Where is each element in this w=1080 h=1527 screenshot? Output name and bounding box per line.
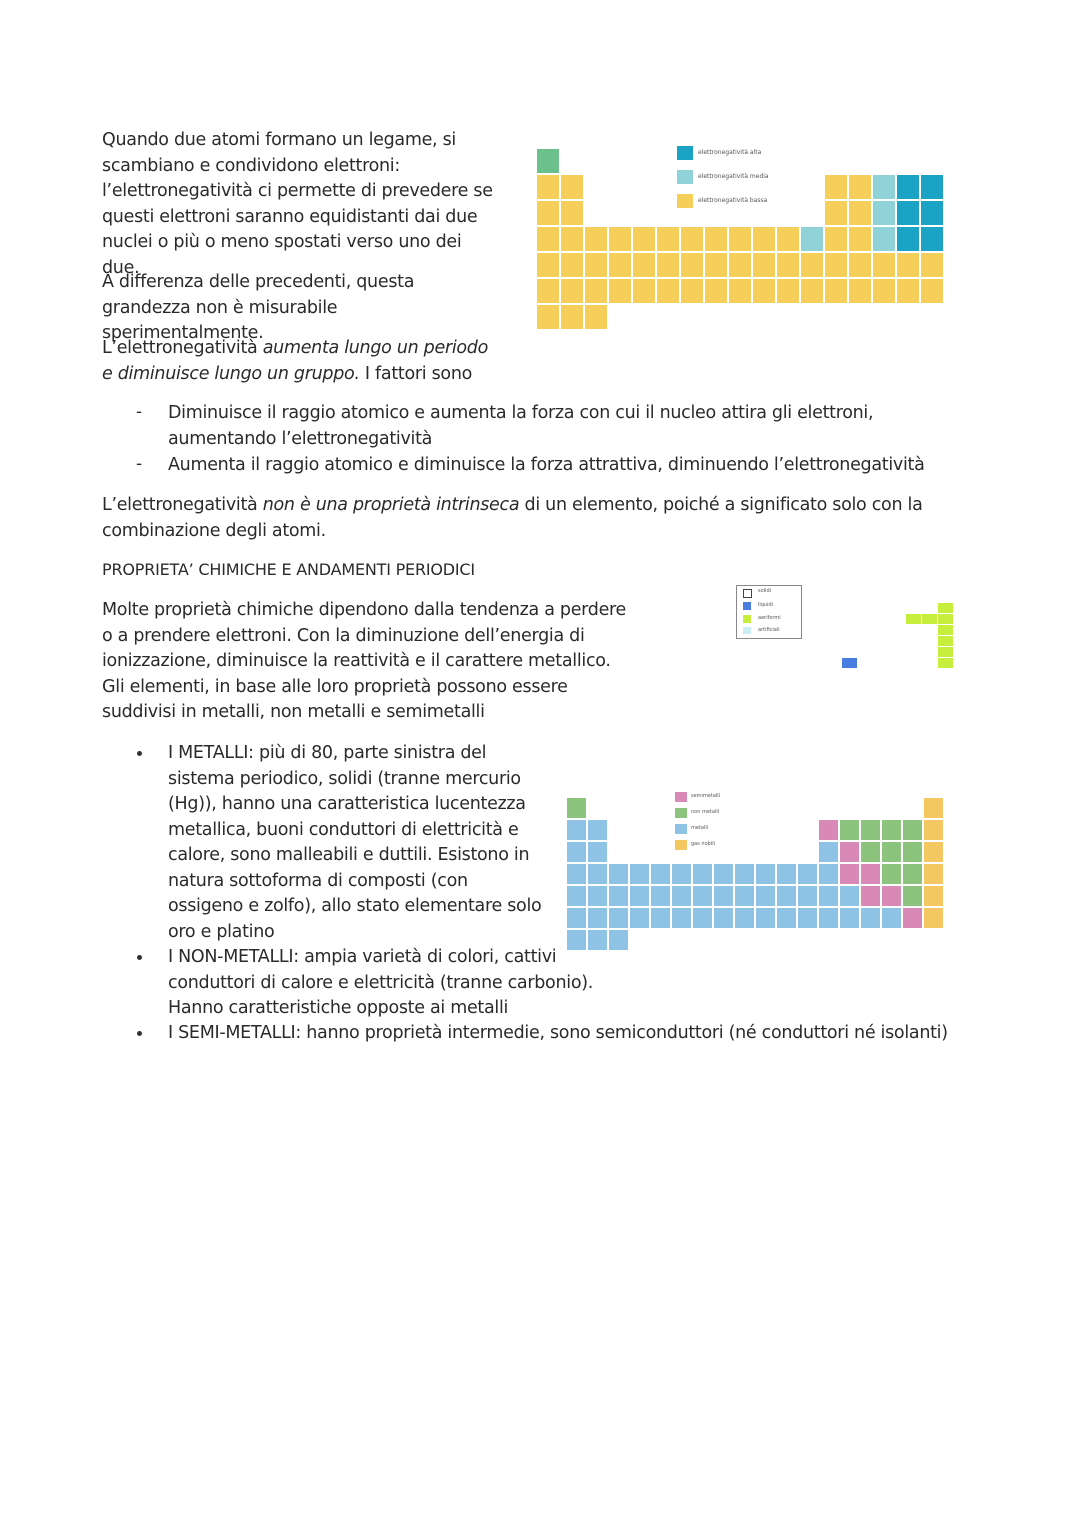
undefined-cell (810, 658, 825, 668)
undefined-cell (561, 253, 583, 277)
undefined-cell (924, 886, 943, 906)
legend-artificial-label: artificiali (758, 627, 780, 633)
undefined-cell (693, 886, 712, 906)
undefined-cell (903, 886, 922, 906)
bullet-semimetals-text: hanno proprietà intermedie, sono semiconduttori (né conduttori né isolanti) (300, 1023, 948, 1043)
undefined-cell (567, 864, 586, 884)
undefined-cell (778, 658, 793, 668)
undefined-cell (777, 253, 799, 277)
undefined-cell (858, 625, 873, 635)
undefined-cell (777, 227, 799, 251)
undefined-cell (756, 908, 775, 928)
undefined-cell (753, 253, 775, 277)
undefined-cell (651, 886, 670, 906)
undefined-cell (819, 864, 838, 884)
undefined-cell (705, 253, 727, 277)
undefined-cell (826, 636, 841, 646)
intrinsic-emphasis: non è una proprietà intrinseca (262, 495, 520, 515)
undefined-cell (753, 279, 775, 303)
legend-liquid-label: liquidi (758, 602, 774, 608)
undefined-cell (849, 253, 871, 277)
intro-paragraph-3 (102, 336, 502, 387)
undefined-cell (874, 614, 889, 624)
undefined-cell (561, 279, 583, 303)
undefined-cell (840, 842, 859, 862)
undefined-cell (735, 886, 754, 906)
undefined-cell (861, 864, 880, 884)
undefined-cell (840, 908, 859, 928)
undefined-cell (938, 658, 953, 668)
undefined-cell (906, 658, 921, 668)
undefined-cell (657, 227, 679, 251)
legend-noble-gas-swatch (675, 840, 687, 850)
undefined-cell (585, 253, 607, 277)
undefined-cell (924, 820, 943, 840)
intrinsic-end: di un elemento, poiché a significato solo con la combinazione degli atomi. (102, 495, 923, 541)
legend-low-swatch (677, 194, 693, 208)
undefined-cell (666, 603, 681, 613)
legend-liquid-swatch (743, 602, 751, 610)
undefined-cell (798, 908, 817, 928)
undefined-cell (746, 658, 761, 668)
undefined-cell (921, 175, 943, 199)
undefined-cell (698, 647, 713, 657)
legend-solid-swatch (743, 589, 752, 598)
undefined-cell (633, 253, 655, 277)
undefined-cell (609, 908, 628, 928)
undefined-cell (730, 658, 745, 668)
undefined-cell (588, 820, 607, 840)
chem-paragraph: Molte proprietà chimiche dipendono dalla tendenza a perdere o a prendere elettroni. Con la diminuzione dell’energia di ionizzazione, diminuisce la reattività e il carattere metallico. Gli elementi, in base alle loro proprietà possono essere suddivisi in metalli, non metalli e semimetalli (102, 600, 627, 722)
undefined-cell (906, 647, 921, 657)
undefined-cell (714, 908, 733, 928)
undefined-cell (588, 908, 607, 928)
undefined-cell (897, 253, 919, 277)
undefined-cell (681, 279, 703, 303)
undefined-cell (537, 149, 559, 173)
undefined-cell (938, 614, 953, 624)
legend-nonmetal-label: non metalli (691, 809, 720, 815)
bullet-metals-term: I METALLI: (168, 743, 254, 763)
section-title: PROPRIETA’ CHIMICHE E ANDAMENTI PERIODICI (102, 560, 475, 579)
undefined-cell (588, 864, 607, 884)
undefined-cell (945, 175, 967, 199)
legend-metal-label: metalli (691, 825, 709, 831)
undefined-cell (666, 614, 681, 624)
undefined-cell (842, 658, 857, 668)
intrinsic-start: L’elettronegatività (102, 495, 263, 515)
bullet-dot-1 (137, 751, 142, 756)
undefined-cell (794, 647, 809, 657)
bullet-dot-2 (137, 955, 142, 960)
undefined-cell (633, 279, 655, 303)
undefined-cell (842, 647, 857, 657)
undefined-cell (922, 636, 937, 646)
undefined-cell (666, 636, 681, 646)
undefined-cell (882, 864, 901, 884)
undefined-cell (567, 820, 586, 840)
undefined-cell (825, 227, 847, 251)
undefined-cell (651, 908, 670, 928)
undefined-cell (921, 227, 943, 251)
undefined-cell (801, 279, 823, 303)
bullet-semimetals (168, 1021, 968, 1047)
undefined-cell (874, 658, 889, 668)
undefined-cell (922, 658, 937, 668)
undefined-cell (588, 886, 607, 906)
undefined-cell (588, 842, 607, 862)
undefined-cell (922, 614, 937, 624)
undefined-cell (630, 864, 649, 884)
undefined-cell (537, 305, 559, 329)
legend-high-label: elettronegatività alta (698, 149, 762, 156)
undefined-cell (906, 614, 921, 624)
undefined-cell (666, 625, 681, 635)
undefined-cell (585, 305, 607, 329)
undefined-cell (890, 658, 905, 668)
undefined-cell (810, 647, 825, 657)
undefined-cell (657, 253, 679, 277)
undefined-cell (714, 658, 729, 668)
undefined-cell (921, 253, 943, 277)
undefined-cell (874, 636, 889, 646)
undefined-cell (819, 820, 838, 840)
undefined-cell (922, 625, 937, 635)
undefined-cell (561, 201, 583, 225)
undefined-cell (861, 820, 880, 840)
undefined-cell (682, 625, 697, 635)
undefined-cell (630, 886, 649, 906)
undefined-cell (810, 636, 825, 646)
undefined-cell (698, 636, 713, 646)
undefined-cell (858, 647, 873, 657)
undefined-cell (826, 647, 841, 657)
undefined-cell (537, 279, 559, 303)
undefined-cell (567, 886, 586, 906)
undefined-cell (890, 614, 905, 624)
undefined-cell (861, 842, 880, 862)
dash-bullet-1: - (136, 402, 143, 422)
undefined-cell (567, 930, 586, 950)
legend-semimetal-label: semimetalli (691, 793, 721, 799)
undefined-cell (735, 908, 754, 928)
undefined-cell (924, 798, 943, 818)
undefined-cell (874, 647, 889, 657)
undefined-cell (537, 175, 559, 199)
undefined-cell (801, 227, 823, 251)
undefined-cell (882, 842, 901, 862)
undefined-cell (777, 886, 796, 906)
undefined-cell (778, 647, 793, 657)
legend-nonmetal-swatch (675, 808, 687, 818)
undefined-cell (609, 253, 631, 277)
undefined-cell (906, 636, 921, 646)
undefined-cell (922, 647, 937, 657)
undefined-cell (633, 227, 655, 251)
factor-item-1: Diminuisce il raggio atomico e aumenta la forza con cui il nucleo attira gli elettroni, aumentando l’elettronegatività (168, 403, 874, 449)
undefined-cell (730, 647, 745, 657)
undefined-cell (777, 908, 796, 928)
undefined-cell (903, 842, 922, 862)
undefined-cell (945, 227, 967, 251)
legend-noble-gas-label: gas nobili (691, 841, 716, 847)
undefined-cell (714, 886, 733, 906)
undefined-cell (609, 864, 628, 884)
undefined-cell (938, 603, 953, 613)
undefined-cell (746, 647, 761, 657)
undefined-cell (609, 227, 631, 251)
undefined-cell (890, 647, 905, 657)
undefined-cell (945, 253, 967, 277)
states-table (650, 585, 965, 755)
undefined-cell (798, 864, 817, 884)
undefined-cell (849, 227, 871, 251)
undefined-cell (945, 149, 967, 173)
undefined-cell (897, 227, 919, 251)
undefined-cell (801, 253, 823, 277)
undefined-cell (756, 864, 775, 884)
undefined-cell (903, 908, 922, 928)
undefined-cell (945, 279, 967, 303)
undefined-cell (630, 908, 649, 928)
undefined-cell (861, 886, 880, 906)
undefined-cell (561, 305, 583, 329)
undefined-cell (567, 908, 586, 928)
undefined-cell (840, 820, 859, 840)
undefined-cell (842, 636, 857, 646)
intro-paragraph-2: A differenza delle precedenti, questa grandezza non è misurabile sperimentalmente. (102, 272, 415, 343)
undefined-cell (938, 647, 953, 657)
undefined-cell (819, 908, 838, 928)
undefined-cell (826, 658, 841, 668)
undefined-cell (682, 669, 697, 679)
undefined-cell (903, 820, 922, 840)
undefined-cell (609, 886, 628, 906)
legend-gas-swatch (743, 615, 751, 623)
undefined-cell (762, 647, 777, 657)
undefined-cell (609, 279, 631, 303)
undefined-cell (585, 227, 607, 251)
intro-paragraph-3-emphasis: aumenta lungo un periodo e diminuisce lungo un gruppo. (102, 338, 489, 384)
bullet-semimetals-term: I SEMI-METALLI: (168, 1023, 301, 1043)
undefined-cell (849, 175, 871, 199)
legend-artificial-swatch (743, 627, 751, 634)
undefined-cell (682, 647, 697, 657)
undefined-cell (681, 227, 703, 251)
undefined-cell (698, 658, 713, 668)
intro-paragraph-3-end: I fattori sono (359, 363, 473, 384)
undefined-cell (657, 279, 679, 303)
undefined-cell (682, 658, 697, 668)
undefined-cell (873, 253, 895, 277)
undefined-cell (858, 658, 873, 668)
legend-low-label: elettronegatività bassa (698, 197, 768, 204)
intro-paragraph-1: Quando due atomi formano un legame, si scambiano e condividono elettroni: l’elettronegatività ci permette di prevedere se questi elettroni saranno equidistanti dai due nuclei o più o meno spostati verso uno dei due. (102, 130, 493, 278)
undefined-cell (858, 614, 873, 624)
undefined-cell (897, 175, 919, 199)
legend-high-swatch (677, 146, 693, 160)
undefined-cell (924, 864, 943, 884)
undefined-cell (825, 201, 847, 225)
undefined-cell (609, 930, 628, 950)
undefined-cell (561, 227, 583, 251)
legend-solid-label: solidi (758, 588, 772, 594)
undefined-cell (682, 614, 697, 624)
undefined-cell (945, 201, 967, 225)
undefined-cell (777, 864, 796, 884)
metals-table (565, 790, 955, 980)
undefined-cell (537, 253, 559, 277)
legend-medium-label: elettronegatività media (698, 173, 769, 180)
undefined-cell (897, 279, 919, 303)
undefined-cell (890, 625, 905, 635)
undefined-cell (938, 625, 953, 635)
legend-metal-swatch (675, 824, 687, 834)
undefined-cell (819, 886, 838, 906)
undefined-cell (840, 886, 859, 906)
undefined-cell (874, 625, 889, 635)
undefined-cell (666, 658, 681, 668)
undefined-cell (567, 842, 586, 862)
undefined-cell (825, 253, 847, 277)
undefined-cell (729, 253, 751, 277)
undefined-cell (561, 175, 583, 199)
undefined-cell (777, 279, 799, 303)
undefined-cell (567, 798, 586, 818)
undefined-cell (693, 908, 712, 928)
undefined-cell (666, 647, 681, 657)
undefined-cell (729, 227, 751, 251)
undefined-cell (890, 636, 905, 646)
undefined-cell (585, 279, 607, 303)
undefined-cell (849, 279, 871, 303)
undefined-cell (714, 864, 733, 884)
undefined-cell (798, 886, 817, 906)
undefined-cell (882, 820, 901, 840)
undefined-cell (672, 886, 691, 906)
dash-bullet-2: - (136, 454, 143, 474)
undefined-cell (873, 201, 895, 225)
undefined-cell (729, 279, 751, 303)
undefined-cell (756, 886, 775, 906)
undefined-cell (672, 864, 691, 884)
undefined-cell (714, 636, 729, 646)
undefined-cell (537, 201, 559, 225)
undefined-cell (819, 842, 838, 862)
undefined-cell (698, 669, 713, 679)
undefined-cell (873, 175, 895, 199)
undefined-cell (681, 253, 703, 277)
undefined-cell (794, 658, 809, 668)
legend-semimetal-swatch (675, 792, 687, 802)
electronegativity-table (515, 135, 1000, 360)
undefined-cell (588, 930, 607, 950)
bullet-metals-text: più di 80, parte sinistra del sistema periodico, solidi (tranne mercurio (Hg)), hanno una caratteristica lucentezza metallica, buoni conduttori di elettricità e calore, sono malleabili e duttili. Esistono in natura sottoforma di composti (con ossigeno e zolfo), allo stato elementare solo oro e platino (168, 743, 542, 942)
undefined-cell (682, 636, 697, 646)
undefined-cell (537, 227, 559, 251)
undefined-cell (938, 636, 953, 646)
undefined-cell (714, 647, 729, 657)
undefined-cell (858, 636, 873, 646)
legend-medium-swatch (677, 170, 693, 184)
bullet-nonmetals-term: I NON-METALLI: (168, 947, 299, 967)
undefined-cell (672, 908, 691, 928)
bullet-nonmetals-text: ampia varietà di colori, cattivi conduttori di calore e elettricità (tranne carbonio). Hanno caratteristiche opposte ai metalli (168, 947, 594, 1018)
bullet-metals (168, 741, 548, 945)
bullet-dot-3 (137, 1031, 142, 1036)
undefined-cell (882, 908, 901, 928)
undefined-cell (921, 279, 943, 303)
undefined-cell (861, 908, 880, 928)
undefined-cell (666, 669, 681, 679)
undefined-cell (840, 864, 859, 884)
undefined-cell (705, 279, 727, 303)
undefined-cell (753, 227, 775, 251)
undefined-cell (651, 864, 670, 884)
undefined-cell (924, 908, 943, 928)
undefined-cell (903, 864, 922, 884)
legend-gas-label: aeriformi (758, 615, 781, 621)
undefined-cell (897, 201, 919, 225)
undefined-cell (873, 279, 895, 303)
undefined-cell (924, 842, 943, 862)
intro-paragraph-3-start: L’elettronegatività (102, 338, 263, 358)
undefined-cell (906, 625, 921, 635)
undefined-cell (705, 227, 727, 251)
undefined-cell (825, 175, 847, 199)
undefined-cell (921, 201, 943, 225)
undefined-cell (762, 658, 777, 668)
undefined-cell (882, 886, 901, 906)
undefined-cell (849, 201, 871, 225)
factor-item-2: Aumenta il raggio atomico e diminuisce la forza attrattiva, diminuendo l’elettronegatività (168, 455, 925, 475)
intrinsic-paragraph (102, 493, 982, 544)
undefined-cell (825, 279, 847, 303)
undefined-cell (693, 864, 712, 884)
undefined-cell (735, 864, 754, 884)
undefined-cell (873, 227, 895, 251)
